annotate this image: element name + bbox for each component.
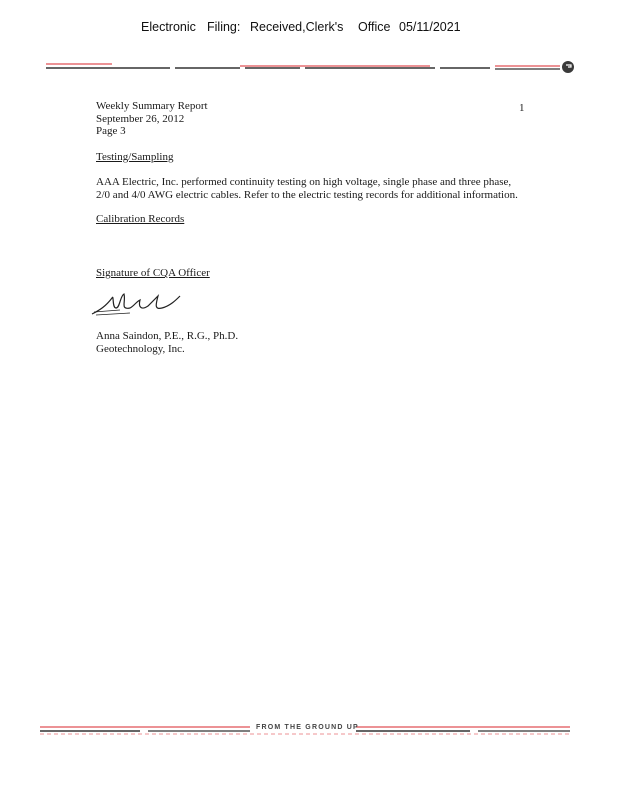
geotechnology-logo-icon: [562, 61, 574, 73]
stamp-word-electronic: Electronic: [141, 20, 196, 34]
report-body: [96, 100, 536, 226]
calibration-heading: Calibration Records: [96, 213, 185, 225]
letterhead-rule: [0, 58, 618, 78]
stamp-word-office: Office: [358, 20, 391, 34]
testing-paragraph-line2: 2/0 and 4/0 AWG electric cables. Refer to the electric testing records for additional information.: [96, 188, 518, 201]
report-title: Weekly Summary Report: [96, 100, 208, 112]
signer-company: Geotechnology, Inc.: [96, 342, 185, 355]
testing-paragraph-line1: AAA Electric, Inc. performed continuity testing on high voltage, single phase and three phase,: [96, 176, 512, 188]
signer-name: Anna Saindon, P.E., R.G., Ph.D.: [96, 330, 239, 342]
electronic-filing-stamp: [0, 20, 618, 38]
handwritten-signature: [90, 288, 190, 318]
stamp-word-filing: Filing:: [207, 20, 241, 34]
stamp-word-received: Received,Clerk's: [250, 20, 344, 34]
stamp-date: 05/11/2021: [399, 20, 461, 34]
report-date: September 26, 2012: [96, 112, 185, 125]
report-page: Page 3: [96, 125, 126, 137]
testing-heading: Testing/Sampling: [96, 150, 174, 163]
footer-tagline: FROM THE GROUND UP: [256, 724, 359, 731]
signer-block: [96, 330, 238, 355]
page-number: 1: [519, 102, 525, 114]
signature-heading-block: [96, 267, 210, 280]
signature-heading: Signature of CQA Officer: [96, 267, 210, 279]
